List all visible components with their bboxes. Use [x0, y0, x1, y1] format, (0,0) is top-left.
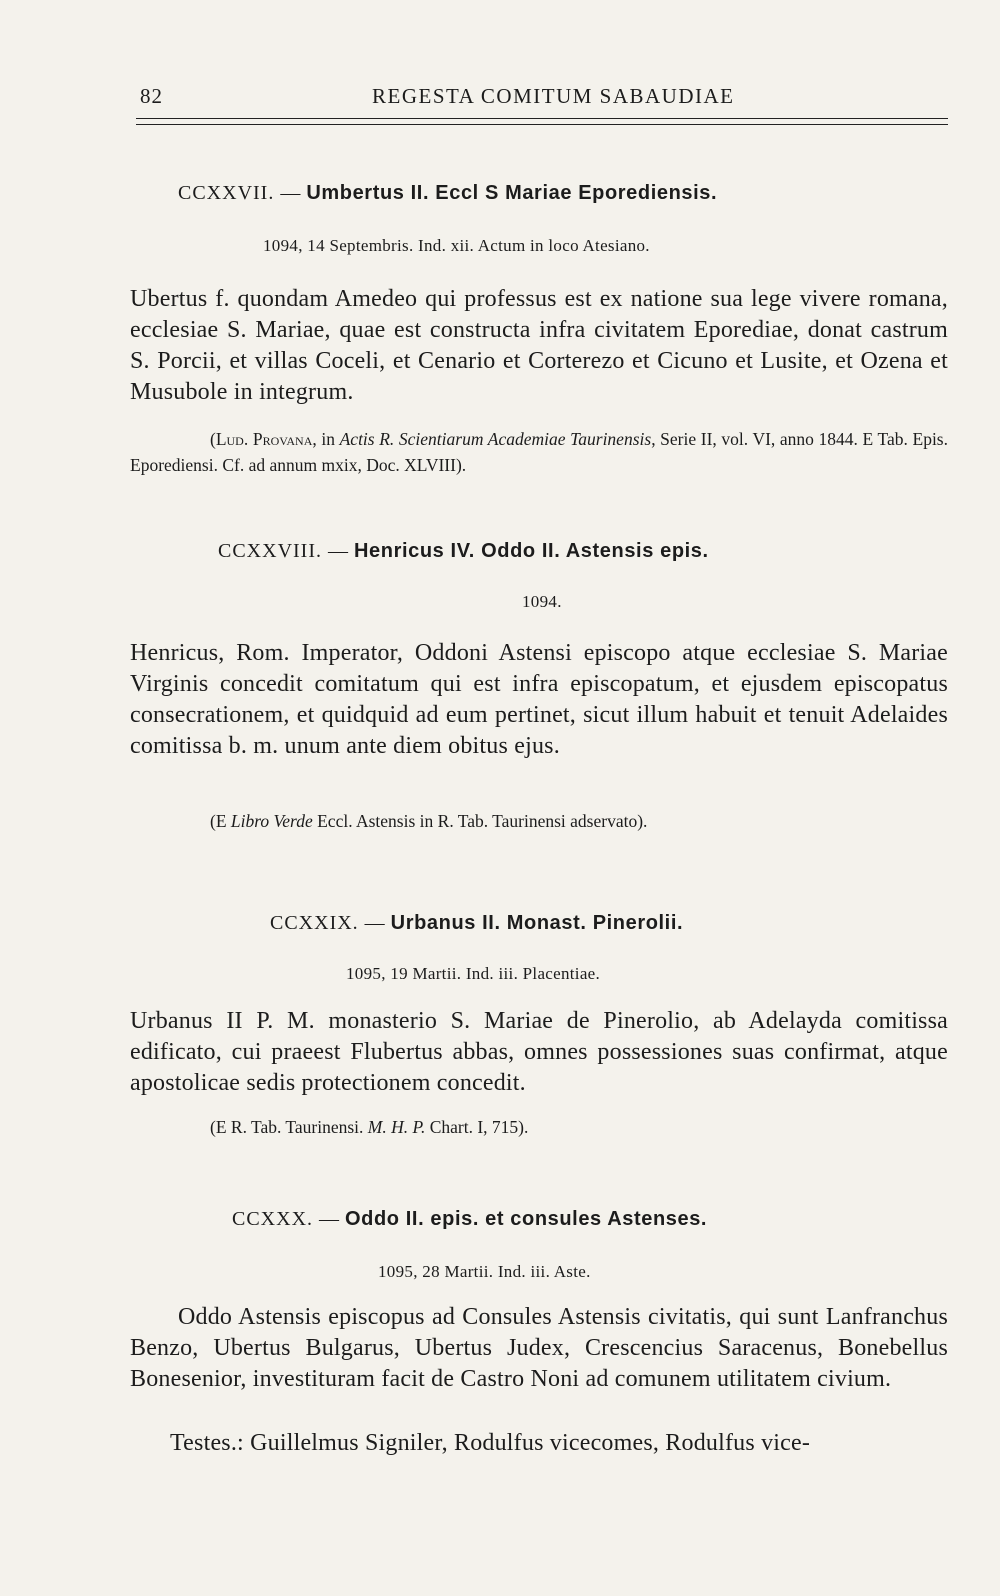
entry-heading [178, 182, 717, 205]
entry-source: (Lud. Provana, in Actis R. Scientiarum Academiae Taurinensis, Serie II, vol. VI, anno 1844. E Tab. Epis. Eporediensi. Cf. ad annum mxix, Doc. XLVIII). [130, 429, 948, 475]
entry-number: CCXXVII. — [178, 182, 302, 204]
entry-title: Umbertus II. Eccl S Mariae Eporediensis. [306, 182, 718, 204]
entry-heading [218, 540, 709, 563]
entry-text: Oddo Astensis episcopus ad Consules Astensis civitatis, qui sunt Lanfranchus Benzo, Ubertus Bulgarus, Ubertus Judex, Crescencius Saracenus, Bonebellus Bonesenior, investituram facit de Castro Noni ad comunem utilitatem civium. [130, 1304, 948, 1392]
source-work: M. H. P. [367, 1117, 426, 1137]
running-title: REGESTA COMITUM SABAUDIAE [372, 84, 735, 108]
entry-number: CCXXX. — [232, 1208, 341, 1230]
entry-heading [270, 912, 683, 935]
entry-title: Urbanus II. Monast. Pinerolii. [390, 912, 684, 934]
source-work: Libro Verde [230, 811, 313, 831]
entry-witnesses: Testes.: Guillelmus Signiler, Rodulfus vicecomes, Rodulfus vice- [170, 1430, 811, 1456]
entry-heading [232, 1208, 707, 1231]
entry-date: 1095, 28 Martii. Ind. iii. Aste. [378, 1262, 591, 1281]
entry-text: Urbanus II P. M. monasterio S. Mariae de Pinerolio, ab Adelayda comitissa edificato, cui praeest Flubertus abbas, omnes possessiones suas confirmat, atque apostolicae sedis protectionem concedit. [130, 1008, 948, 1096]
page-header [136, 84, 950, 114]
entry-text: Ubertus f. quondam Amedeo qui professus est ex natione sua lege vivere romana, ecclesiae S. Mariae, quae est constructa infra civitatem Eporediae, donat castrum S. Porcii, et villas Coceli, et Cenario et Corterezo et Cicuno et Lusite, et Ozena et Musubole in integrum. [130, 286, 948, 405]
header-rule-bottom [136, 124, 948, 125]
entry-source: (E Libro Verde Eccl. Astensis in R. Tab. Taurinensi adservato). [210, 811, 648, 831]
source-work: Actis R. Scientiarum Academiae Taurinensis [339, 429, 652, 449]
header-rule-top [136, 118, 948, 119]
entry-date: 1094, 14 Septembris. Ind. xii. Actum in loco Atesiano. [263, 236, 650, 255]
entry-text: Henricus, Rom. Imperator, Oddoni Astensi episcopo atque ecclesiae S. Mariae Virginis concedit comitatum qui est infra episcopatum, et ejusdem episcopatus consecrationem, et quidquid ad eum pertinet, sicut illum habuit et tenuit Adelaides comitissa b. m. unum ante diem obitus ejus. [130, 640, 948, 759]
source-author: Lud. Provana [215, 429, 313, 449]
entry-number: CCXXVIII. — [218, 540, 349, 562]
entry-date: 1095, 19 Martii. Ind. iii. Placentiae. [346, 964, 601, 983]
page-number: 82 [140, 84, 163, 108]
entry-date: 1094. [522, 592, 562, 611]
entry-title: Oddo II. epis. et consules Astenses. [345, 1208, 708, 1230]
entry-number: CCXXIX. — [270, 912, 386, 934]
entry-title: Henricus IV. Oddo II. Astensis epis. [354, 540, 709, 562]
entry-source: (E R. Tab. Taurinensi. M. H. P. Chart. I, 715). [210, 1117, 529, 1137]
